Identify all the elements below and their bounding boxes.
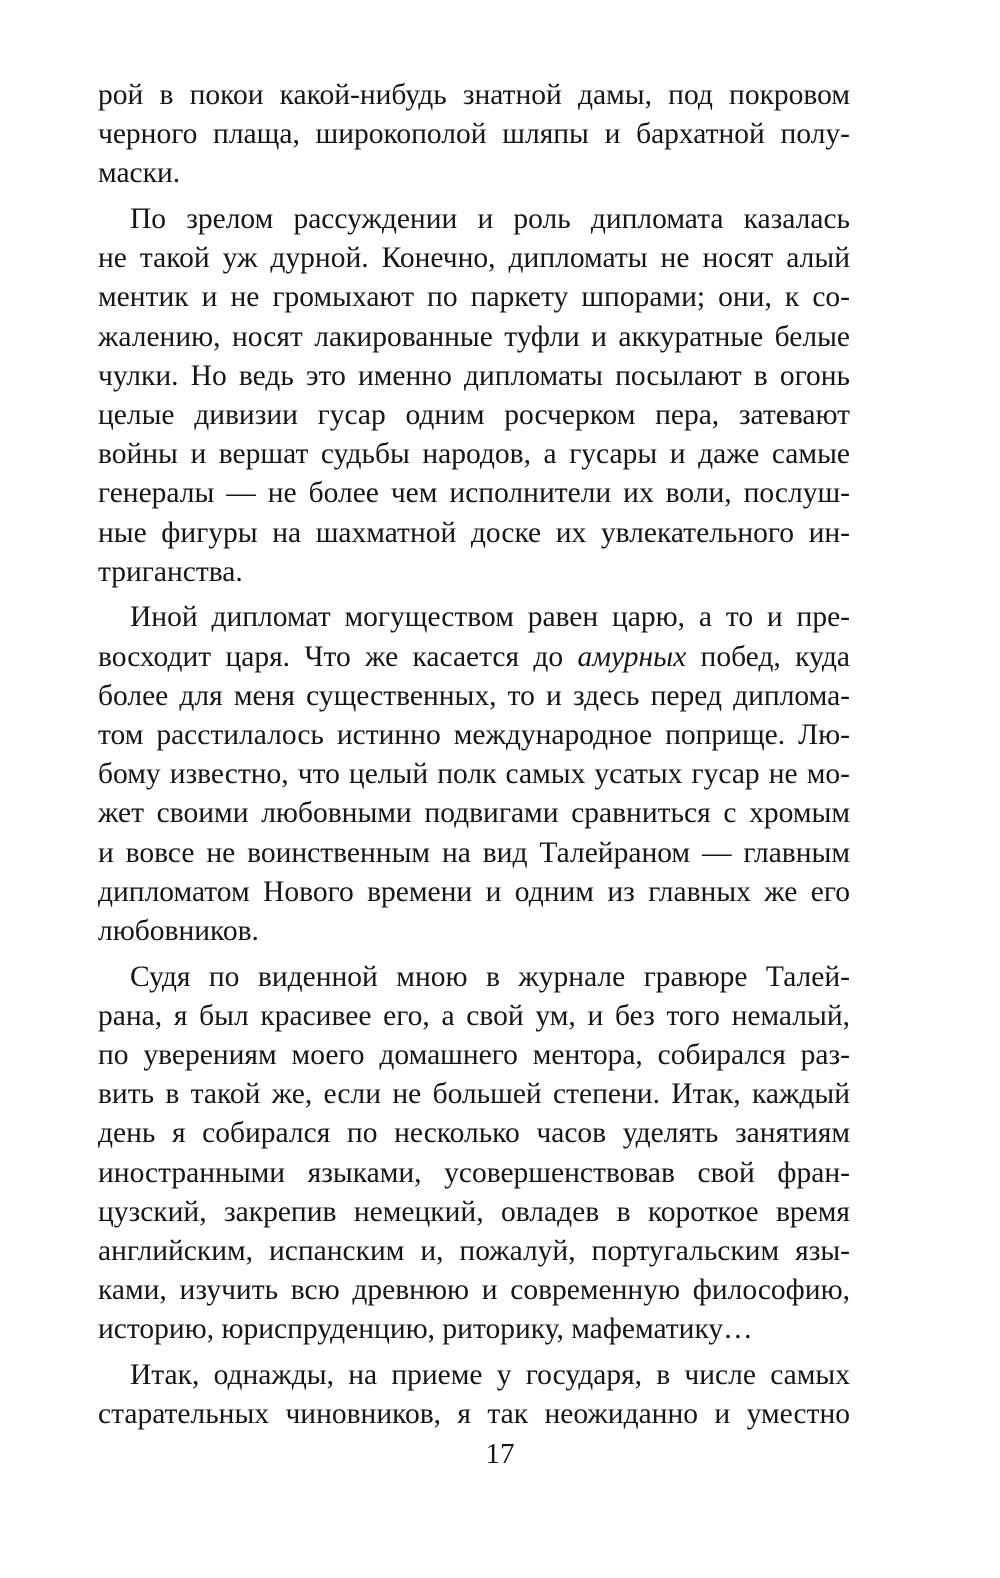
text-line: рана, я был красивее его, а свой ум, и без того немалый, [98, 999, 850, 1032]
text-run: восходит царя. Что же касается до [98, 640, 578, 673]
text-line: Итак, однажды, на приеме у государя, в числе самых [130, 1359, 850, 1391]
text-line: войны и вершат судьбы народов, а гусары и даже самые [98, 438, 850, 471]
text-line: том расстилалось истинно международное поприще. Лю- [98, 719, 850, 751]
text-line: историю, юриспруденцию, риторику, мафематику… [98, 1313, 753, 1346]
text-line: Иной дипломат могуществом равен царю, а то и пре- [130, 601, 850, 634]
text-line: английским, испанским и, пожалуй, португальским язы- [98, 1234, 850, 1267]
text-line: жет своими любовными подвигами сравниться с хромым [98, 797, 850, 830]
text-line: бому известно, что целый полк самых усатых гусар не мо- [98, 758, 850, 791]
text-line: чулки. Но ведь это именно дипломаты посылают в огонь [98, 359, 850, 392]
body-text [98, 76, 850, 1434]
text-line: по уверениям моего домашнего ментора, собирался раз- [98, 1039, 850, 1071]
text-line [98, 638, 850, 677]
text-line: более для меня существенных, то и здесь перед диплома- [98, 679, 850, 712]
text-line: маски. [98, 157, 181, 190]
text-run: побед, куда [686, 640, 851, 673]
text-line: ные фигуры на шахматной доске их увлекательного ин- [98, 516, 850, 549]
text-line: старательных чиновников, я так неожиданно и уместно [98, 1398, 850, 1431]
text-line: генералы — не более чем исполнители их воли, послуш- [98, 477, 850, 510]
text-line: цузский, закрепив немецкий, овладев в короткое время [98, 1195, 850, 1228]
text-line: иностранными языками, усовершенствовав свой фран- [98, 1156, 850, 1189]
text-line: вить в такой же, если не большей степени. Итак, каждый [98, 1078, 850, 1111]
text-line: день я собирался по несколько часов уделять занятиям [98, 1117, 850, 1150]
text-line: триганства. [98, 555, 243, 588]
text-line: дипломатом Нового времени и одним из главных же его [98, 875, 850, 908]
text-line: жалению, носят лакированные туфли и аккуратные белые [98, 320, 850, 353]
text-line: целые дивизии гусар одним росчерком пера, затевают [98, 399, 850, 431]
text-line: любовников. [98, 914, 259, 947]
text-line: черного плаща, широкополой шляпы и бархатной полу- [98, 118, 850, 151]
text-line: ментик и не громыхают по паркету шпорами; они, к со- [98, 281, 850, 314]
text-line: не такой уж дурной. Конечно, дипломаты не носят алый [98, 242, 850, 275]
text-line: рой в покои какой-нибудь знатной дамы, под покровом [98, 79, 850, 111]
text-line: Судя по виденной мною в журнале гравюре Талей- [130, 960, 850, 993]
italic-word: амурных [577, 640, 687, 673]
text-line: и вовсе не воинственным на вид Талейраном — главным [98, 836, 850, 869]
page-number: 17 [485, 1438, 515, 1470]
text-line: ками, изучить всю древнюю и современную философию, [98, 1274, 850, 1307]
text-line: По зрелом рассуждении и роль дипломата казалась [130, 203, 850, 236]
